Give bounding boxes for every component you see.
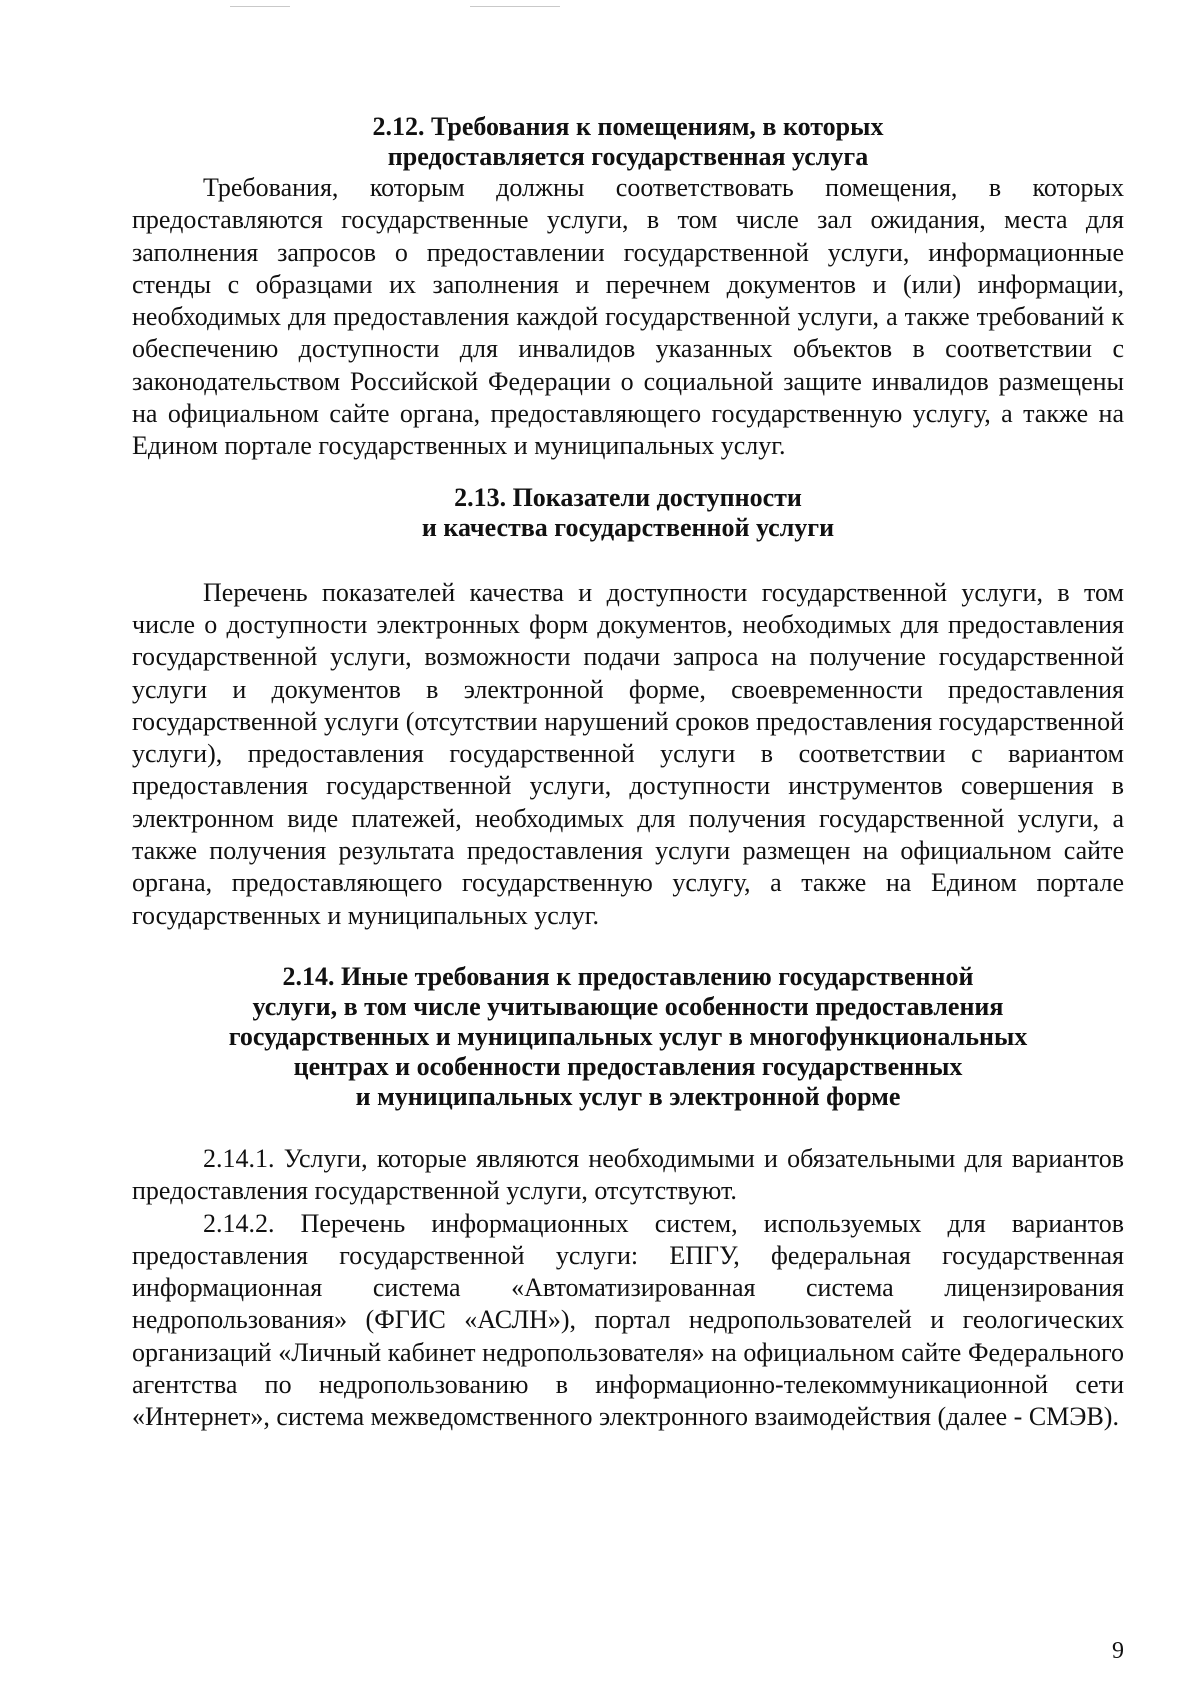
- heading-line: государственных и муниципальных услуг в многофункциональных: [228, 1021, 1028, 1051]
- page-number: 9: [1112, 1638, 1124, 1664]
- paragraph-2-14-1: 2.14.1. Услуги, которые являются необходимыми и обязательными для вариантов предоставления государственной услуги, отсутствуют.: [132, 1143, 1124, 1206]
- heading-line: 2.12. Требования к помещениям, в которых: [372, 112, 884, 141]
- scan-artifact-right: [470, 6, 560, 7]
- heading-line: 2.13. Показатели доступности: [454, 482, 802, 512]
- scan-artifact-left: [230, 6, 290, 7]
- document-page: [132, 112, 1124, 1434]
- paragraph-2-14-2: 2.14.2. Перечень информационных систем, используемых для вариантов предоставления государственной услуги: ЕПГУ, федеральная государственная информационная система «Автоматизированная система лицензирования недропользования» (ФГИС «АСЛН»), портал недропользователей и геологических организаций «Личный кабинет недропользователя» на официальном сайте Федерального агентства по недропользованию в информационно-телекоммуникационной сети «Интернет», система межведомственного электронного взаимодействия (далее - СМЭВ).: [132, 1208, 1124, 1432]
- paragraph-2-12: Требования, которым должны соответствовать помещения, в которых предоставляются государственные услуги, в том числе зал ожидания, места для заполнения запросов о предоставлении государственной услуги, информационные стенды с образцами их заполнения и перечнем документов и (или) информации, необходимых для предоставления каждой государственной услуги, а также требований к обеспечению доступности для инвалидов указанных объектов в соответствии с законодательством Российской Федерации о социальной защите инвалидов размещены на официальном сайте органа, предоставляющего государственную услугу, а также на Едином портале государственных и муниципальных услуг.: [132, 173, 1124, 461]
- heading-line: и муниципальных услуг в электронной форме: [355, 1081, 901, 1111]
- heading-line: 2.14. Иные требования к предоставлению государственной: [282, 961, 974, 991]
- heading-line: услуги, в том числе учитывающие особенности предоставления: [252, 991, 1004, 1021]
- section-heading-2-12: [132, 112, 1124, 172]
- paragraph-2-13: Перечень показателей качества и доступности государственной услуги, в том числе о доступности электронных форм документов, необходимых для предоставления государственной услуги, возможности подачи запроса на получение государственной услуги и документов в электронной форме, своевременности предоставления государственной услуги (отсутствии нарушений сроков предоставления государственной услуги), предоставления государственной услуги в соответствии с вариантом предоставления государственной услуги, доступности инструментов совершения в электронном виде платежей, необходимых для получения государственной услуги, а также получения результата предоставления услуги размещен на официальном сайте органа, предоставляющего государственную услугу, а также на Едином портале государственных и муниципальных услуг.: [132, 577, 1124, 930]
- heading-line: центрах и особенности предоставления государственных: [293, 1051, 963, 1081]
- heading-line: предоставляется государственная услуга: [387, 142, 869, 171]
- heading-line: и качества государственной услуги: [421, 512, 835, 542]
- section-heading-2-13: [132, 483, 1124, 543]
- section-heading-2-14: [132, 962, 1124, 1112]
